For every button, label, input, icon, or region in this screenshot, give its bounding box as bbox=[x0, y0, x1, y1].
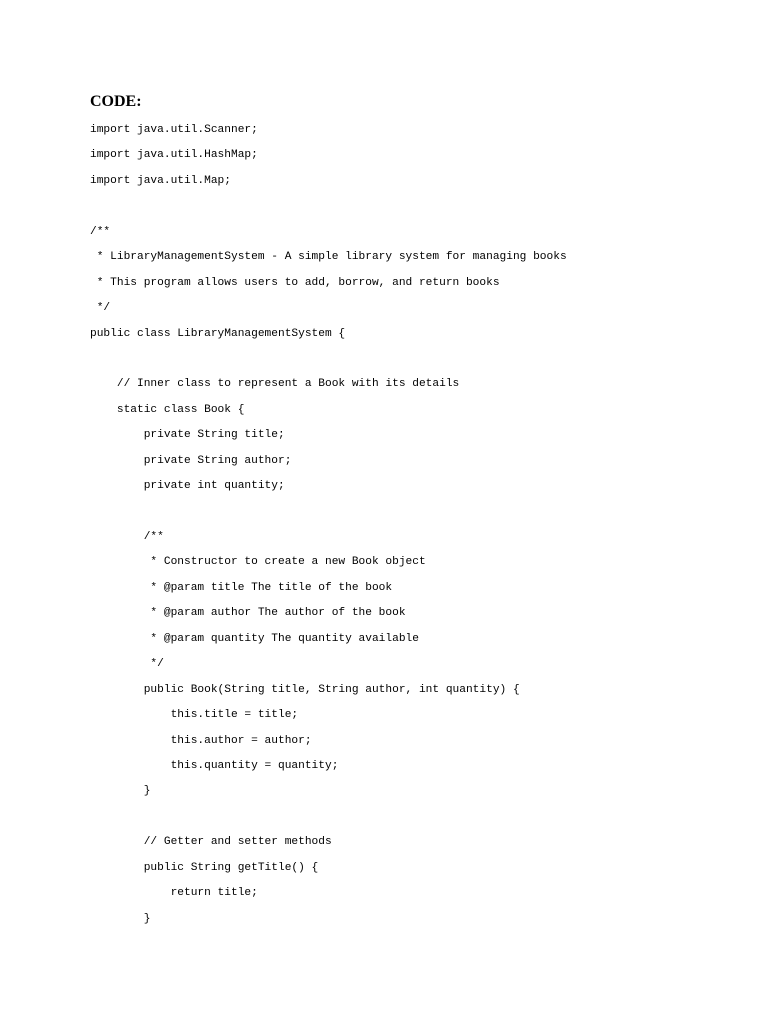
code-line: */ bbox=[90, 658, 164, 671]
code-line: * @param title The title of the book bbox=[90, 581, 393, 594]
code-line: // Inner class to represent a Book with its details bbox=[90, 378, 460, 391]
code-line: } bbox=[90, 912, 151, 925]
code-line: this.author = author; bbox=[90, 734, 312, 747]
code-line: import java.util.HashMap; bbox=[90, 149, 258, 162]
code-line bbox=[90, 807, 567, 832]
code-line: import java.util.Map; bbox=[90, 174, 231, 187]
code-line bbox=[90, 196, 567, 221]
code-line: } bbox=[90, 785, 151, 798]
code-line: * LibraryManagementSystem - A simple library system for managing books bbox=[90, 251, 567, 264]
code-line: this.title = title; bbox=[90, 709, 299, 722]
section-heading: CODE: bbox=[90, 93, 142, 110]
code-line: * @param quantity The quantity available bbox=[90, 632, 419, 645]
code-line: /** bbox=[90, 531, 164, 543]
code-line bbox=[90, 502, 567, 527]
code-line: return title; bbox=[90, 887, 258, 900]
code-line: * Constructor to create a new Book object bbox=[90, 556, 426, 569]
code-line: public class LibraryManagementSystem { bbox=[90, 327, 346, 340]
code-line: public Book(String title, String author, int quantity) { bbox=[90, 683, 520, 696]
code-line: public String getTitle() { bbox=[90, 861, 319, 874]
code-line: private String title; bbox=[90, 429, 285, 442]
code-line: import java.util.Scanner; bbox=[90, 124, 258, 136]
code-line: static class Book { bbox=[90, 403, 245, 416]
code-block bbox=[90, 120, 567, 934]
code-line: */ bbox=[90, 302, 111, 315]
code-line: * This program allows users to add, borrow, and return books bbox=[90, 276, 500, 289]
code-line: /** bbox=[90, 225, 111, 238]
code-line: private int quantity; bbox=[90, 480, 285, 493]
code-line bbox=[90, 349, 567, 374]
code-line: private String author; bbox=[90, 454, 292, 467]
code-line: this.quantity = quantity; bbox=[90, 759, 339, 772]
code-line: * @param author The author of the book bbox=[90, 607, 406, 620]
code-line: // Getter and setter methods bbox=[90, 836, 332, 849]
